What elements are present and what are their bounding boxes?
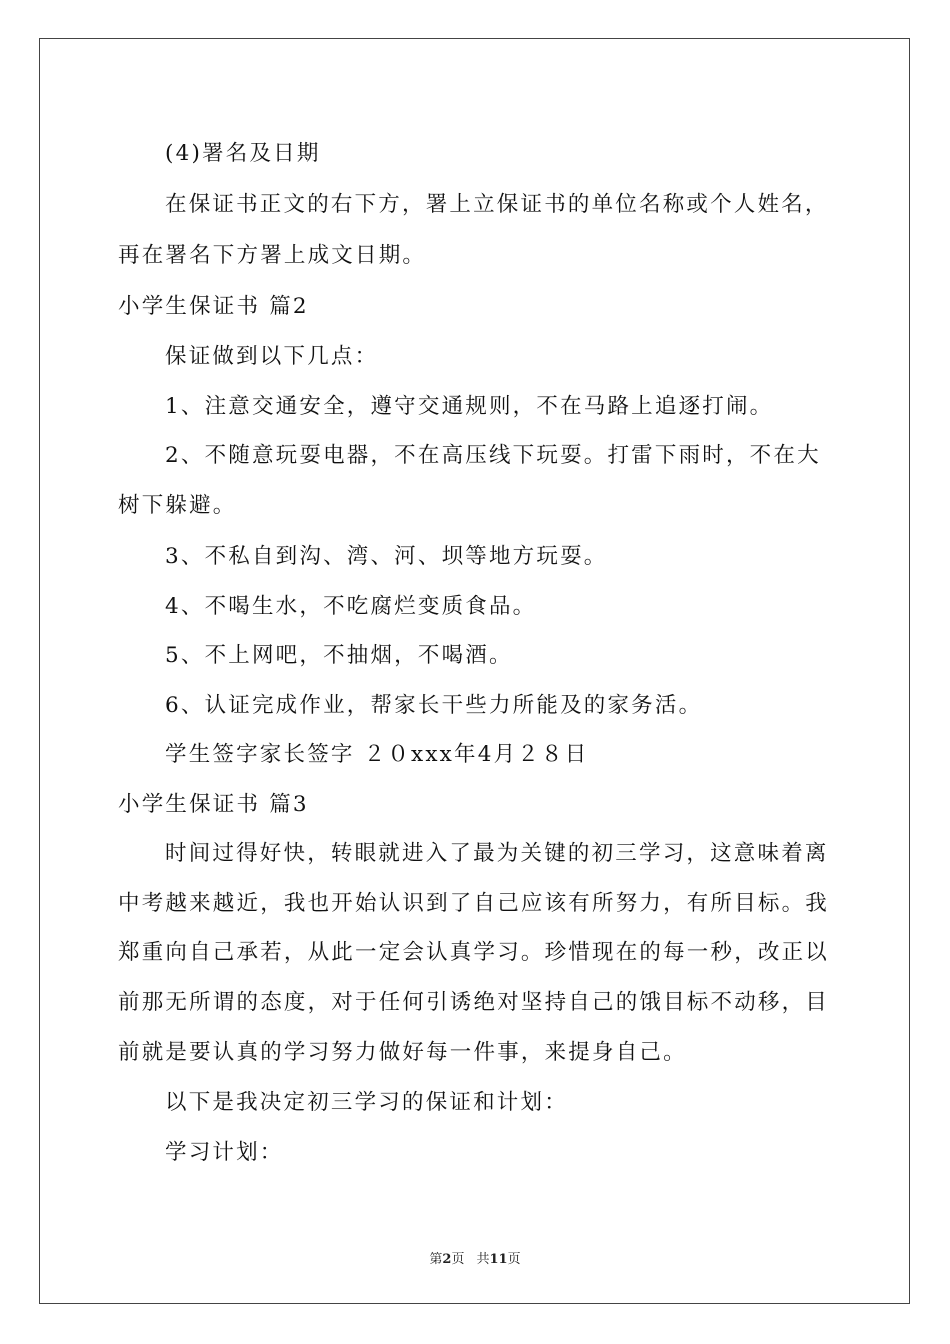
paragraph-line: 再在署名下方署上成文日期。	[118, 243, 427, 268]
page-prefix: 第	[429, 1252, 443, 1267]
paragraph-line: 时间过得好快，转眼就进入了最为关键的初三学习，这意味着离	[165, 841, 829, 866]
page-footer	[0, 1248, 950, 1267]
section-title: 小学生保证书 篇3	[118, 792, 309, 817]
list-item-continued: 树下躲避。	[118, 493, 237, 518]
signature-line: 学生签字家长签字 ２０xxx年4月２８日	[165, 742, 589, 767]
list-item: 1、注意交通安全，遵守交通规则，不在马路上追逐打闹。	[165, 394, 774, 419]
paragraph-line: 前那无所谓的态度，对于任何引诱绝对坚持自己的饿目标不动移，目	[118, 990, 830, 1015]
total-suffix: 页	[507, 1252, 521, 1267]
total-pages: 11	[489, 1252, 508, 1267]
total-prefix: 共	[476, 1252, 490, 1267]
list-item: 5、不上网吧，不抽烟，不喝酒。	[165, 643, 513, 668]
page-suffix: 页	[451, 1252, 465, 1267]
paragraph-line: 以下是我决定初三学习的保证和计划：	[165, 1090, 568, 1115]
paragraph-line: 在保证书正文的右下方，署上立保证书的单位名称或个人姓名，	[165, 192, 829, 217]
list-item: 4、不喝生水，不吃腐烂变质食品。	[165, 594, 537, 619]
list-item: 3、不私自到沟、湾、河、坝等地方玩耍。	[165, 544, 608, 569]
paragraph-line: 前就是要认真的学习努力做好每一件事，来提身自己。	[118, 1040, 687, 1065]
list-item: 6、认证完成作业，帮家长干些力所能及的家务活。	[165, 693, 703, 718]
section-title: 小学生保证书 篇2	[118, 294, 309, 319]
list-item: 2、不随意玩耍电器，不在高压线下玩耍。打雷下雨时，不在大	[165, 443, 821, 468]
page-number: 2	[442, 1252, 452, 1267]
paragraph-line: 郑重向自己承若，从此一定会认真学习。珍惜现在的每一秒，改正以	[118, 940, 830, 965]
signature-date-heading: (4)署名及日期	[165, 141, 321, 166]
paragraph-line: 学习计划：	[165, 1140, 284, 1165]
paragraph-line: 保证做到以下几点：	[165, 344, 379, 369]
paragraph-line: 中考越来越近，我也开始认识到了自己应该有所努力，有所目标。我	[118, 891, 830, 916]
